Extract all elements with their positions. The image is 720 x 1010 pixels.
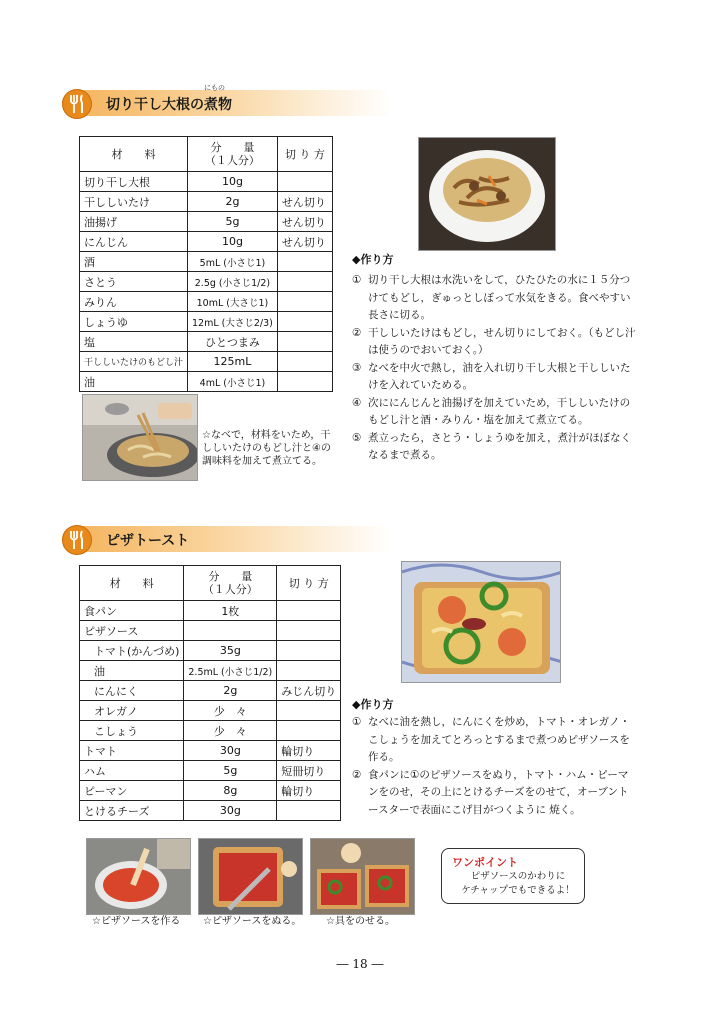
ingredient-amount: ひとつまみ <box>188 332 278 352</box>
ingredient-amount: 少 々 <box>184 701 277 721</box>
step-caption-spread-sauce: ☆ピザソースをぬる。 <box>203 916 302 927</box>
ingredient-amount: 12mL (大さじ2/3) <box>188 312 278 332</box>
ingredient-cut: せん切り <box>277 212 332 232</box>
ingredient-amount: 30g <box>184 741 277 761</box>
step-text: 次ににんじんと油揚げを加えていため，干ししいたけのもどし汁と酒・みりん・塩を加えて煮立てる。 <box>368 396 631 426</box>
step-text: なべに油を熱し，にんにくを炒め，トマト・オレガノ・こしょうを加えてとろっとするまで煮つめピザソースを作る。 <box>368 716 631 763</box>
ingredient-cut: せん切り <box>277 232 332 252</box>
ingredient-name: トマト <box>80 741 184 761</box>
ingredient-name: 食パン <box>80 601 184 621</box>
step-number: ① <box>352 716 362 728</box>
table-row <box>80 641 341 661</box>
ingredient-name: みりん <box>80 292 188 312</box>
table-row <box>80 232 333 252</box>
ingredient-cut <box>277 252 332 272</box>
ingredient-amount: 2g <box>188 192 278 212</box>
header-cut: 切 り 方 <box>277 566 341 601</box>
ingredient-amount: 1枚 <box>184 601 277 621</box>
table-row <box>80 661 341 681</box>
ingredient-amount: 5g <box>184 761 277 781</box>
step-photo-add-toppings <box>310 838 415 915</box>
ingredient-cut <box>277 292 332 312</box>
ingredient-amount: 10mL (大さじ1) <box>188 292 278 312</box>
ingredient-cut <box>277 661 341 681</box>
ingredient-name: こしょう <box>80 721 184 741</box>
ingredient-cut <box>277 701 341 721</box>
header-amount: 分 量 （１人分） <box>188 137 278 172</box>
step-number: ⑤ <box>352 431 362 444</box>
step-photo-make-sauce <box>86 838 191 915</box>
header-cut: 切 り 方 <box>277 137 332 172</box>
title-ruby: にもの <box>204 84 225 92</box>
recipe1-dish-photo <box>418 137 556 251</box>
ingredient-amount: 4mL (小さじ1) <box>188 372 278 392</box>
step-text: 干ししいたけはもどし，せん切りにしておく。（もどし汁は使うのでおいておく。） <box>368 326 636 356</box>
one-point-text: ピザソースのかわりに ケチャップでもできるよ！ <box>461 871 575 896</box>
step-text: 切り干し大根は水洗いをして，ひたひたの水に１５分つけてもどし，ぎゅっとしぼって水気をきる。食べやすい長さに切る。 <box>368 274 631 321</box>
table-row <box>80 312 333 332</box>
ingredient-cut <box>277 721 341 741</box>
ingredient-name: にんにく <box>80 681 184 701</box>
fork-knife-icon <box>62 525 92 555</box>
step-caption-add-toppings: ☆具をのせる。 <box>326 916 395 927</box>
ingredient-name: 塩 <box>80 332 188 352</box>
ingredient-name: ピーマン <box>80 781 184 801</box>
step-number: ② <box>352 326 362 339</box>
ingredient-name: 酒 <box>80 252 188 272</box>
ingredient-cut <box>277 372 332 392</box>
fork-knife-icon <box>62 89 92 119</box>
ingredient-cut: みじん切り <box>277 681 341 701</box>
recipe2-ingredients-table <box>79 565 341 821</box>
ingredient-amount: 10g <box>188 172 278 192</box>
ingredient-name: 切り干し大根 <box>80 172 188 192</box>
one-point-box <box>441 848 585 904</box>
recipe1-cooking-photo <box>82 394 198 481</box>
table-row <box>80 681 341 701</box>
ingredient-name: 干ししいたけ <box>80 192 188 212</box>
ingredient-cut: 短冊切り <box>277 761 341 781</box>
ingredient-amount: 2.5mL (小さじ1/2) <box>184 661 277 681</box>
table-row <box>80 601 341 621</box>
recipe1-title-bar <box>62 84 392 116</box>
table-row <box>80 372 333 392</box>
header-amount: 分 量 （１人分） <box>184 566 277 601</box>
ingredient-cut: せん切り <box>277 192 332 212</box>
step-photo-spread-sauce <box>198 838 303 915</box>
table-row <box>80 352 333 372</box>
table-row <box>80 272 333 292</box>
ingredient-name: 油 <box>80 372 188 392</box>
ingredient-name: にんじん <box>80 232 188 252</box>
ingredient-name: さとう <box>80 272 188 292</box>
table-row <box>80 212 333 232</box>
ingredient-cut <box>277 801 341 821</box>
header-material: 材 料 <box>80 566 184 601</box>
ingredient-amount: 125mL <box>188 352 278 372</box>
step-text: なべを中火で熱し，油を入れ切り干し大根と干ししいたけを入れていためる。 <box>368 361 631 391</box>
ingredient-cut <box>277 272 332 292</box>
recipe1-method-heading: ◆作り方 <box>352 253 394 266</box>
table-row <box>80 192 333 212</box>
ingredient-cut: 輪切り <box>277 741 341 761</box>
ingredient-name: 油揚げ <box>80 212 188 232</box>
page-number: ― 18 ― <box>336 957 384 971</box>
ingredient-name: 油 <box>80 661 184 681</box>
table-row <box>80 252 333 272</box>
table-row <box>80 801 341 821</box>
ingredient-cut <box>277 172 332 192</box>
ingredient-amount: 5mL (小さじ1) <box>188 252 278 272</box>
ingredient-amount: 35g <box>184 641 277 661</box>
recipe2-method-heading: ◆作り方 <box>352 698 394 711</box>
table-row <box>80 621 341 641</box>
ingredient-cut <box>277 332 332 352</box>
table-row <box>80 701 341 721</box>
ingredient-cut <box>277 601 341 621</box>
ingredient-amount: 少 々 <box>184 721 277 741</box>
table-row <box>80 292 333 312</box>
table-row <box>80 741 341 761</box>
recipe2-title: ピザトースト <box>106 533 190 549</box>
ingredient-name: オレガノ <box>80 701 184 721</box>
recipe2-title-bar <box>62 526 392 552</box>
ingredient-cut <box>277 312 332 332</box>
ingredient-amount: 2g <box>184 681 277 701</box>
ingredient-amount: 30g <box>184 801 277 821</box>
table-row <box>80 781 341 801</box>
table-row <box>80 332 333 352</box>
step-caption-make-sauce: ☆ピザソースを作る <box>92 916 181 927</box>
ingredient-amount <box>184 621 277 641</box>
step-number: ④ <box>352 396 362 409</box>
ingredient-cut: 輪切り <box>277 781 341 801</box>
recipe1-title: 切り干し大根の煮物 <box>106 97 232 113</box>
step-text: 食パンに①のピザソースをぬり，トマト・ハム・ピーマンをのせ，その上にとけるチーズをのせて，オーブントースターで表面にこげ目がつくように 焼く。 <box>368 768 629 816</box>
table-row <box>80 721 341 741</box>
ingredient-name: トマト(かんづめ) <box>80 641 184 661</box>
recipe1-photo-caption: ☆なべで，材料をいため，干ししいたけのもどし汁と④の調味料を加えて煮立てる。 <box>202 430 331 467</box>
step-number: ① <box>352 274 362 286</box>
ingredient-name: 干ししいたけのもどし汁 <box>80 352 188 372</box>
ingredient-name: しょうゆ <box>80 312 188 332</box>
ingredient-amount: 5g <box>188 212 278 232</box>
recipe2-dish-photo <box>401 561 561 683</box>
ingredient-cut <box>277 641 341 661</box>
ingredient-cut <box>277 352 332 372</box>
table-row <box>80 761 341 781</box>
ingredient-name: ハム <box>80 761 184 781</box>
ingredient-amount: 10g <box>188 232 278 252</box>
recipe1-ingredients-table <box>79 136 333 392</box>
step-number: ③ <box>352 361 362 374</box>
ingredient-name: ピザソース <box>80 621 184 641</box>
ingredient-amount: 8g <box>184 781 277 801</box>
step-text: 煮立ったら，さとう・しょうゆを加え，煮汁がほぼなくなるまで煮る。 <box>368 431 632 461</box>
table-row <box>80 172 333 192</box>
step-number: ② <box>352 768 362 781</box>
ingredient-name: とけるチーズ <box>80 801 184 821</box>
one-point-label: ワンポイント <box>452 856 518 869</box>
ingredient-cut <box>277 621 341 641</box>
header-material: 材 料 <box>80 137 188 172</box>
ingredient-amount: 2.5g (小さじ1/2) <box>188 272 278 292</box>
